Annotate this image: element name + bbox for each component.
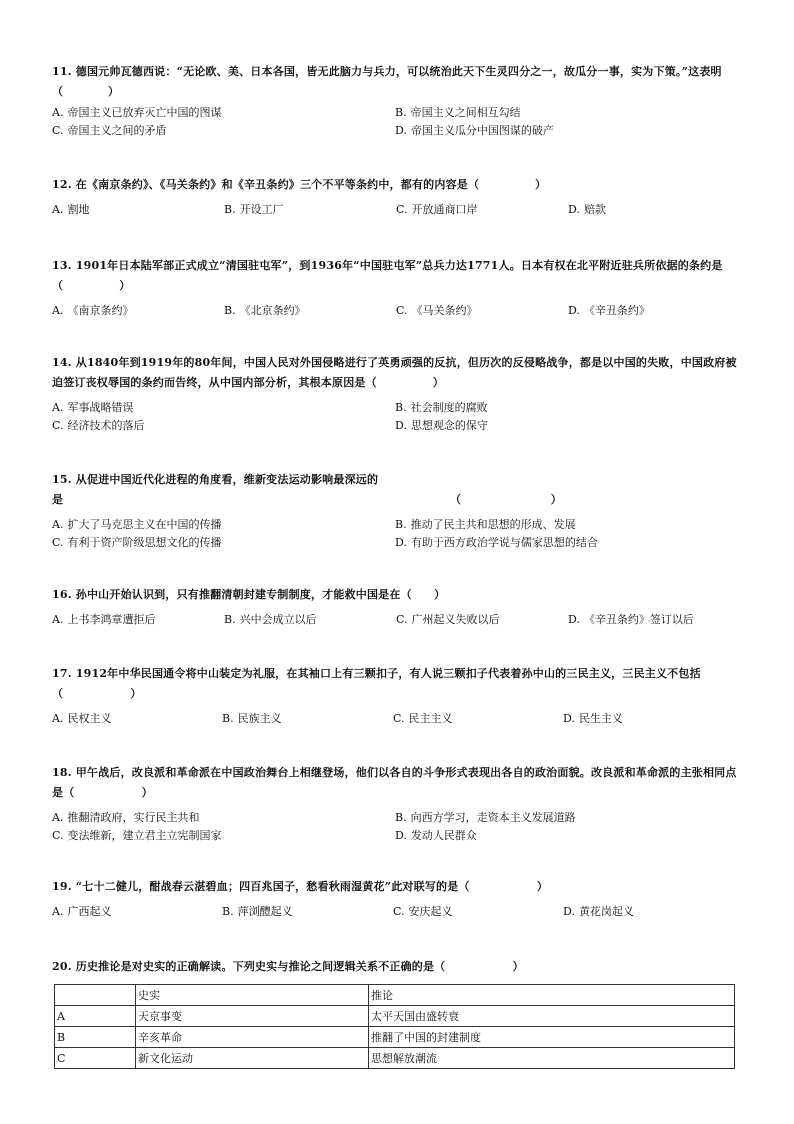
option-a[interactable]	[52, 710, 222, 728]
history-table	[54, 984, 735, 1069]
question-13	[52, 256, 744, 320]
option-text: 变法维新，建立君主立宪制国家	[67, 829, 222, 842]
option-text: 推翻清政府，实行民主共和	[67, 811, 200, 824]
option-label: D.	[395, 124, 407, 137]
option-b[interactable]	[224, 302, 394, 320]
question-stem: 11. 德国元帅瓦德西说：“无论欧、美、日本各国，皆无此脑力与兵力，可以统治此天下生灵四分之一，故瓜分一事，实为下策。”这表明（ ）	[52, 65, 722, 98]
table-header-cell	[55, 985, 136, 1006]
option-text: 经济技术的落后	[67, 419, 145, 432]
option-d[interactable]	[395, 122, 735, 140]
option-label: C.	[52, 536, 64, 549]
option-b[interactable]	[395, 809, 735, 827]
question-stem: 17. 1912年中华民国通令将中山装定为礼服，在其袖口上有三颗扣子，有人说三颗扣子代表着孙中山的三民主义，三民主义不包括（ ）	[52, 667, 701, 700]
options	[52, 399, 744, 435]
table-header-cell: 史实	[136, 985, 369, 1006]
question-15	[52, 470, 744, 552]
option-label: C.	[52, 419, 64, 432]
option-label: A.	[52, 811, 64, 824]
question-stem: 13. 1901年日本陆军部正式成立“清国驻屯军”，到1936年“中国驻屯军”总兵力达1771人。日本有权在北平附近驻兵所依据的条约是（ ）	[52, 259, 723, 292]
option-label: B.	[222, 905, 234, 918]
option-label: B.	[222, 712, 234, 725]
option-b[interactable]	[222, 710, 392, 728]
option-label: C.	[396, 613, 408, 626]
question-17	[52, 664, 744, 728]
option-c[interactable]	[393, 710, 563, 728]
option-text: 帝国主义瓜分中国图谋的破产	[410, 124, 554, 137]
question-stem: 12. 在《南京条约》、《马关条约》和《辛丑条约》三个不平等条约中，都有的内容是（ ）	[52, 178, 547, 191]
option-label: D.	[563, 712, 575, 725]
question-11	[52, 62, 744, 140]
option-a[interactable]	[52, 611, 222, 629]
option-text: 发动人民群众	[410, 829, 477, 842]
question-19	[52, 877, 744, 921]
option-c[interactable]	[52, 534, 392, 552]
option-a[interactable]	[52, 104, 392, 122]
option-d[interactable]	[395, 827, 735, 845]
option-label: A.	[52, 613, 64, 626]
option-text: 《北京条约》	[239, 304, 306, 317]
option-label: A.	[52, 106, 64, 119]
question-stem-line1: 15. 从促进中国近代化进程的角度看，维新变法运动影响最深远的	[52, 473, 379, 486]
options	[52, 302, 744, 320]
option-c[interactable]	[393, 903, 563, 921]
option-text: 帝国主义之间的矛盾	[67, 124, 167, 137]
option-label: D.	[568, 613, 580, 626]
option-text: 《马关条约》	[411, 304, 478, 317]
option-c[interactable]	[52, 827, 392, 845]
option-text: 安庆起义	[408, 905, 453, 918]
option-label: C.	[396, 304, 408, 317]
option-label: C.	[396, 203, 408, 216]
answer-parentheses: （ ）	[450, 493, 562, 506]
option-label: C.	[52, 829, 64, 842]
option-a[interactable]	[52, 302, 222, 320]
option-d[interactable]	[568, 201, 738, 219]
option-label: C.	[393, 712, 405, 725]
option-a[interactable]	[52, 516, 392, 534]
option-b[interactable]	[224, 611, 394, 629]
option-d[interactable]	[563, 710, 733, 728]
option-a[interactable]	[52, 809, 392, 827]
option-b[interactable]	[395, 399, 735, 417]
option-label: B.	[224, 613, 236, 626]
option-label: C.	[52, 124, 64, 137]
option-text: 军事战略错误	[67, 401, 134, 414]
option-text: 有利于资产阶级思想文化的传播	[67, 536, 222, 549]
option-text: 《辛丑条约》	[583, 304, 650, 317]
question-12	[52, 175, 744, 219]
options	[52, 611, 744, 629]
table-cell: 太平天国由盛转衰	[369, 1006, 735, 1027]
option-label: A.	[52, 203, 64, 216]
option-label: A.	[52, 401, 64, 414]
question-stem-line2	[52, 490, 744, 510]
table-cell: 天京事变	[136, 1006, 369, 1027]
option-c[interactable]	[396, 201, 566, 219]
option-b[interactable]	[222, 903, 392, 921]
question-stem: 16. 孙中山开始认识到，只有推翻清朝封建专制制度，才能救中国是在（ ）	[52, 588, 446, 601]
option-c[interactable]	[396, 302, 566, 320]
option-text: 民权主义	[67, 712, 112, 725]
table-header-cell: 推论	[369, 985, 735, 1006]
option-text: 广西起义	[67, 905, 112, 918]
option-a[interactable]	[52, 201, 222, 219]
option-label: A.	[52, 905, 64, 918]
option-text: 扩大了马克思主义在中国的传播	[67, 518, 222, 531]
option-c[interactable]	[52, 417, 392, 435]
option-text: 开放通商口岸	[411, 203, 478, 216]
option-b[interactable]	[224, 201, 394, 219]
table-header-row	[55, 985, 735, 1006]
question-20	[52, 957, 744, 977]
option-label: D.	[568, 304, 580, 317]
option-d[interactable]	[568, 302, 738, 320]
option-text: 萍浏醴起义	[237, 905, 293, 918]
table-cell: B	[55, 1027, 136, 1048]
option-label: A.	[52, 518, 64, 531]
question-stem-tail: 是	[52, 493, 64, 506]
option-label: B.	[224, 304, 236, 317]
option-text: 《辛丑条约》签订以后	[583, 613, 694, 626]
table-cell: 新文化运动	[136, 1048, 369, 1069]
option-label: A.	[52, 712, 64, 725]
question-stem: 20. 历史推论是对史实的正确解读。下列史实与推论之间逻辑关系不正确的是（ ）	[52, 960, 524, 973]
question-stem: 18. 甲午战后，改良派和革命派在中国政治舞台上相继登场，他们以各自的斗争形式表现出各自的政治面貌。改良派和革命派的主张相同点是（ ）	[52, 766, 737, 799]
option-d[interactable]	[568, 611, 738, 629]
options	[52, 809, 744, 845]
option-text: 民生主义	[578, 712, 623, 725]
option-text: 割地	[67, 203, 90, 216]
question-stem: 14. 从1840年到1919年的80年间，中国人民对外国侵略进行了英勇顽强的反抗，但历次的反侵略战争，都是以中国的失败，中国政府被迫签订丧权辱国的条约而告终，从中国内部分析，其根本原因是（ ）	[52, 356, 737, 389]
options	[52, 710, 744, 728]
option-label: D.	[563, 905, 575, 918]
table-cell: C	[55, 1048, 136, 1069]
option-text: 帝国主义已放弃灭亡中国的图谋	[67, 106, 222, 119]
options	[52, 516, 744, 552]
option-text: 兴中会成立以后	[239, 613, 317, 626]
option-text: 上书李鸿章遭拒后	[67, 613, 156, 626]
option-text: 民族主义	[237, 712, 282, 725]
table-cell: 辛亥革命	[136, 1027, 369, 1048]
option-d[interactable]	[563, 903, 733, 921]
option-text: 开设工厂	[239, 203, 284, 216]
options	[52, 903, 744, 921]
table-row	[55, 1048, 735, 1069]
option-label: D.	[568, 203, 580, 216]
options	[52, 104, 744, 140]
option-text: 民主主义	[408, 712, 453, 725]
option-label: A.	[52, 304, 64, 317]
option-text: 帝国主义之间相互勾结	[410, 106, 521, 119]
option-text: 广州起义失败以后	[411, 613, 500, 626]
table-row	[55, 1027, 735, 1048]
option-text: 有助于西方政治学说与儒家思想的结合	[410, 536, 598, 549]
option-label: B.	[395, 106, 407, 119]
option-a[interactable]	[52, 399, 392, 417]
option-text: 推动了民主共和思想的形成、发展	[410, 518, 576, 531]
option-text: 《南京条约》	[67, 304, 134, 317]
option-d[interactable]	[395, 417, 735, 435]
option-a[interactable]	[52, 903, 222, 921]
option-d[interactable]	[395, 534, 735, 552]
option-text: 向西方学习，走资本主义发展道路	[410, 811, 576, 824]
table-cell: 思想解放潮流	[369, 1048, 735, 1069]
table-row	[55, 1006, 735, 1027]
question-18	[52, 763, 744, 845]
option-label: B.	[395, 401, 407, 414]
option-label: D.	[395, 829, 407, 842]
table-cell: A	[55, 1006, 136, 1027]
question-14	[52, 353, 744, 435]
option-c[interactable]	[52, 122, 392, 140]
table-cell: 推翻了中国的封建制度	[369, 1027, 735, 1048]
option-text: 黄花岗起义	[578, 905, 634, 918]
option-label: D.	[395, 536, 407, 549]
option-label: B.	[395, 518, 407, 531]
option-label: C.	[393, 905, 405, 918]
option-c[interactable]	[396, 611, 566, 629]
option-b[interactable]	[395, 104, 735, 122]
option-text: 社会制度的腐败	[410, 401, 488, 414]
option-label: B.	[395, 811, 407, 824]
option-text: 赔款	[583, 203, 606, 216]
question-stem: 19. “七十二健儿，酣战春云湛碧血；四百兆国子，愁看秋雨湿黄花”此对联写的是（ ）	[52, 880, 549, 893]
option-label: D.	[395, 419, 407, 432]
option-b[interactable]	[395, 516, 735, 534]
options	[52, 201, 744, 219]
option-text: 思想观念的保守	[410, 419, 488, 432]
option-label: B.	[224, 203, 236, 216]
question-16	[52, 585, 744, 629]
